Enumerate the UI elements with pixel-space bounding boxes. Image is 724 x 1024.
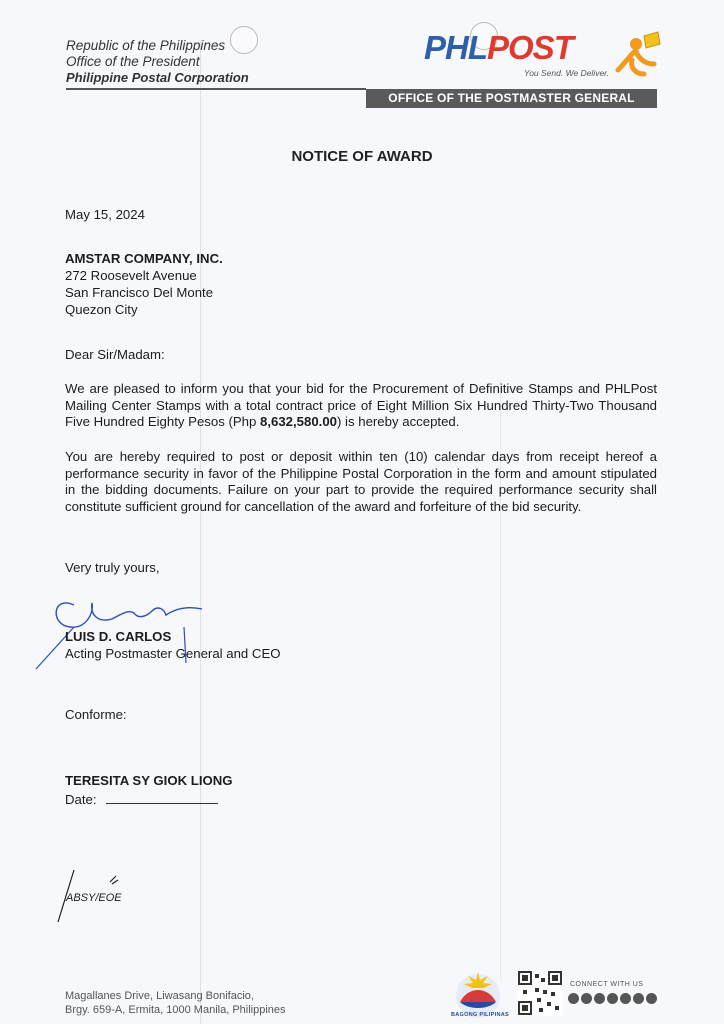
contract-amount: 8,632,580.00 [259,414,337,429]
conforme-date-label: Date: [65,792,97,807]
recipient-company: AMSTAR COMPANY, INC. [65,251,223,266]
logo-wordmark: PHLPOST [424,29,573,66]
closing: Very truly yours, [65,560,160,575]
header-rule [66,88,366,90]
conforme-name: TERESITA SY GIOK LIONG [65,773,233,788]
agency-line-office: Office of the President [66,54,200,69]
date-signature-line [106,791,218,804]
agency-line-republic: Republic of the Philippines [66,38,226,53]
body-paragraph-security: You are hereby required to post or deposit within ten (10) calendar days from receipt hereof a performance security in favor of the Philippine Postal Corporation in the form and amount stipulated in the bidding documents. Failure on your part to provide the required performance security shall constitute sufficient ground for cancellation of the award and forfeiture of the bid security. [65,449,657,514]
email-icon [581,993,592,1004]
signatory-name: LUIS D. CARLOS [65,629,172,644]
conforme-label: Conforme: [65,707,127,722]
qr-code-icon [517,970,563,1016]
letter-date: May 15, 2024 [65,207,145,222]
signatory-title: Acting Postmaster General and CEO [65,646,281,661]
social-icons [568,993,657,1004]
conforme-date [65,791,218,809]
footer-address-line: Magallanes Drive, Liwasang Bonifacio, [65,990,254,1002]
reference-initials: ABSY/EOE [66,892,122,904]
agency-header [66,38,249,86]
recipient-address-line: Quezon City [65,302,138,317]
body-paragraph-award: We are pleased to inform you that your bid for the Procurement of Definitive Stamps and PHLPost Mailing Center Stamps with a total contract price of Eight Million Six Hundred Thirty-Two Thousand Five Hundred Eighty Pesos (Php 8,632,580.00) is hereby accepted. [65,381,657,429]
instagram-icon [633,993,644,1004]
fold-line [200,40,201,1024]
phlpost-logo [424,28,669,84]
salutation: Dear Sir/Madam: [65,347,165,362]
recipient-address-line: 272 Roosevelt Avenue [65,268,197,283]
footer-address [65,990,286,1017]
mascot-icon [614,30,666,78]
website-icon [594,993,605,1004]
document-title: NOTICE OF AWARD [291,148,433,165]
connect-label: CONNECT WITH US [570,981,644,988]
youtube-icon [646,993,657,1004]
twitter-icon [620,993,631,1004]
footer-address-line: Brgy. 659-A, Ermita, 1000 Manila, Philippines [65,1003,286,1016]
facebook-icon [607,993,618,1004]
phone-icon [568,993,579,1004]
office-bar: OFFICE OF THE POSTMASTER GENERAL [366,89,657,108]
agency-line-corporation: Philippine Postal Corporation [66,70,249,85]
bagong-pilipinas-label: BAGONG PILIPINAS [451,1012,509,1018]
logo-tagline: You Send. We Deliver. [524,68,610,78]
recipient-address-line: San Francisco Del Monte [65,285,214,300]
